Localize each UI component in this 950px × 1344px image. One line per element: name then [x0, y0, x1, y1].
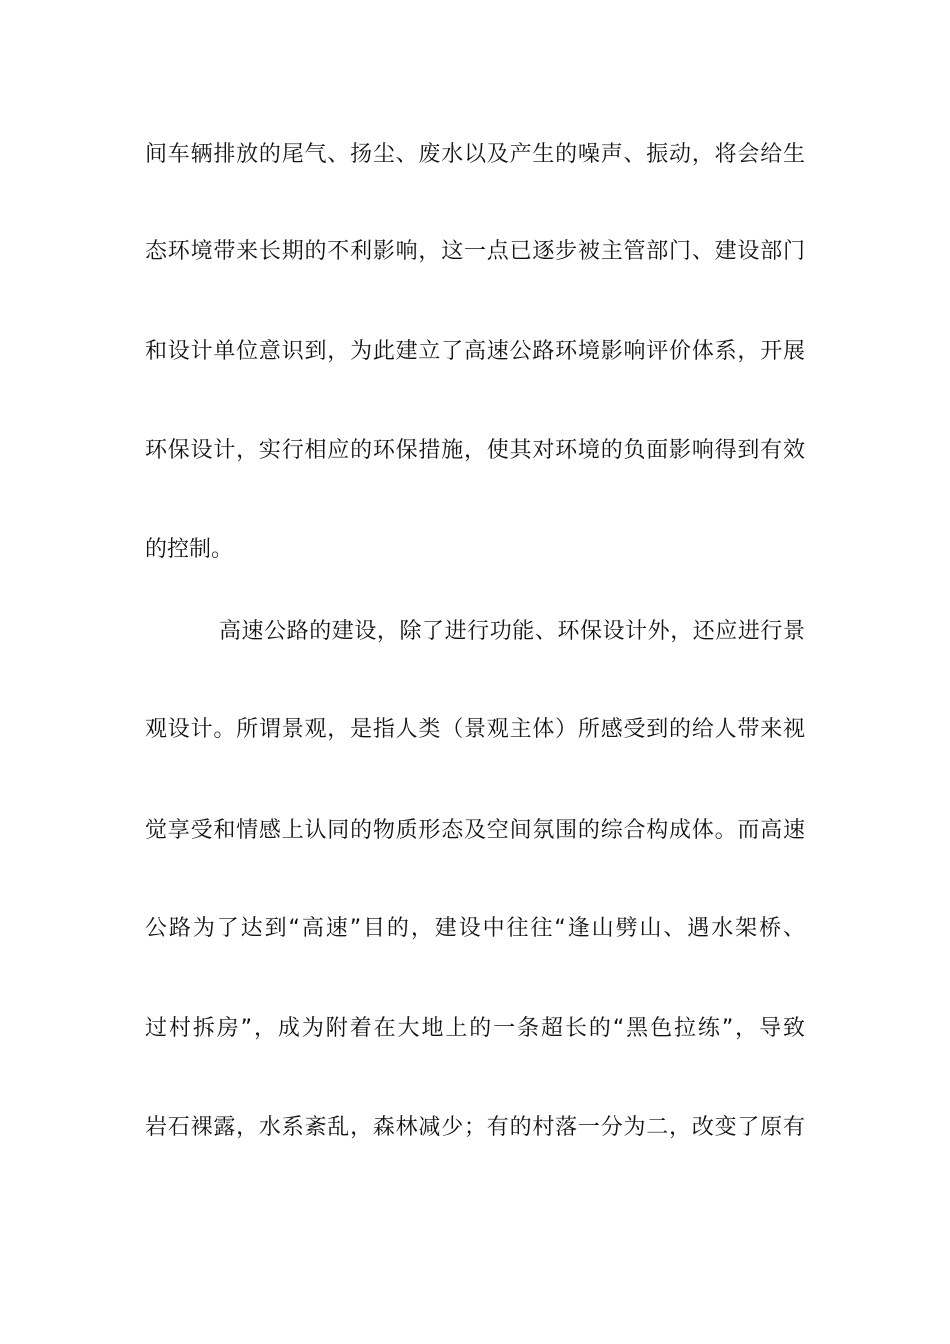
text-line: 和设计单位意识到，为此建立了高速公路环境影响评价体系，开展	[145, 339, 805, 364]
text-line: 公路为了达到“高速”目的，建设中往往“逢山劈山、遇水架桥、	[145, 916, 805, 941]
text-line: 高速公路的建设，除了进行功能、环保设计外，还应进行景	[219, 619, 805, 644]
text-line: 岩石裸露，水系紊乱，森林减少；有的村落一分为二，改变了原有	[145, 1115, 805, 1140]
text-line: 觉享受和情感上认同的物质形态及空间氛围的综合构成体。而高速	[145, 818, 805, 843]
text-line: 间车辆排放的尾气、扬尘、废水以及产生的噪声、振动，将会给生	[145, 142, 805, 167]
text-line: 过村拆房”，成为附着在大地上的一条超长的“黑色拉练”，导致	[145, 1016, 805, 1041]
text-line: 观设计。所谓景观，是指人类（景观主体）所感受到的给人带来视	[145, 717, 805, 742]
text-line: 的控制。	[145, 537, 234, 562]
text-line: 态环境带来长期的不利影响，这一点已逐步被主管部门、建设部门	[145, 239, 805, 264]
text-line: 环保设计，实行相应的环保措施，使其对环境的负面影响得到有效	[145, 438, 805, 463]
